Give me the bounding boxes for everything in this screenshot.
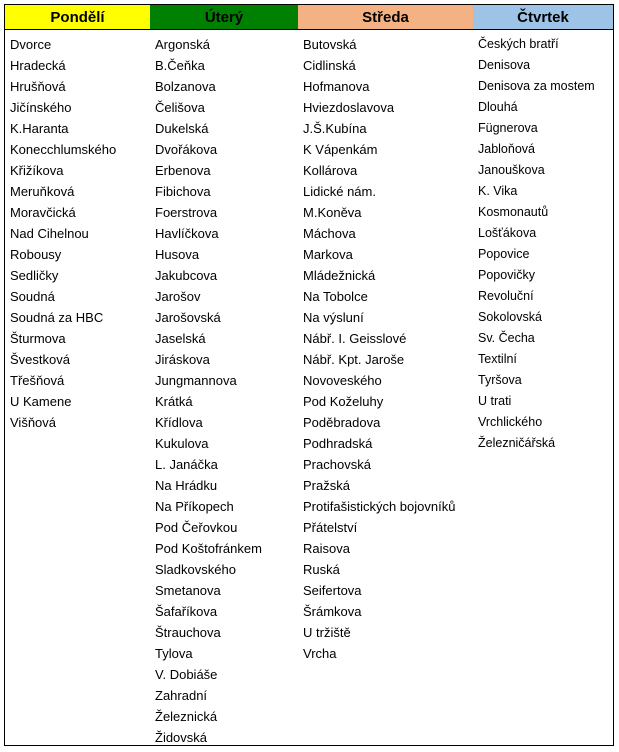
street-item: Lošťákova [478,226,537,240]
street-item: Foerstrova [155,205,218,220]
street-item: U Kamene [10,394,72,409]
street-item: Šturmova [10,331,66,346]
street-item: Mládežnická [303,268,376,283]
street-item: Na Příkopech [155,499,234,514]
street-item: Višňová [10,415,57,430]
street-item: Argonská [155,37,210,52]
street-item: Hrušňová [10,79,66,94]
street-item: Tylova [155,646,193,661]
street-item: Šrámkova [303,604,362,619]
street-item: Dlouhá [478,100,518,114]
street-item: Štrauchova [155,625,221,640]
street-item: Jičínského [10,100,72,115]
street-item: Křižíkova [10,163,64,178]
street-item: Havlíčkova [155,226,219,241]
street-item: Hviezdoslavova [303,100,395,115]
street-item: Jarošovská [155,310,221,325]
street-item: Popovice [478,247,530,261]
street-item: Českých bratří [478,37,559,51]
street-item: Revoluční [478,289,534,303]
street-item: Nad Cihelnou [10,226,89,241]
street-item: Železničářská [478,436,556,450]
street-item: Pod Koželuhy [303,394,384,409]
column-monday [5,30,150,748]
street-item: Jiráskova [155,352,210,367]
street-item: Protifašistických bojovníků [303,499,456,514]
street-item: U trati [478,394,512,408]
street-schedule-table [4,4,614,746]
street-item: Kosmonautů [478,205,549,219]
street-item: M.Koněva [303,205,362,220]
column-thursday [473,30,613,748]
street-item: Erbenova [155,163,211,178]
street-item: Seifertova [303,583,362,598]
street-item: Meruňková [10,184,75,199]
street-item: Kollárova [303,163,358,178]
street-item: Butovská [303,37,357,52]
street-item: Železnická [155,709,218,724]
street-item: Jungmannova [155,373,237,388]
street-item: Moravčická [10,205,76,220]
street-item: Na výsluní [303,310,364,325]
street-item: Přátelství [303,520,358,535]
street-item: Podhradská [303,436,373,451]
column-tuesday [150,30,298,748]
street-item: Jarošov [155,289,201,304]
street-item: Janouškova [478,163,545,177]
street-item: L. Janáčka [155,457,218,472]
street-item: Sedličky [10,268,59,283]
street-item: Denisova [478,58,531,72]
street-item: Třešňová [10,373,65,388]
street-item: Jabloňová [478,142,535,156]
street-item: Denisova za mostem [478,79,595,93]
street-item: Bolzanova [155,79,216,94]
header-tuesday: Úterý [150,5,298,29]
street-item: Markova [303,247,353,262]
street-item: Poděbradova [303,415,381,430]
street-item: Tyršova [478,373,522,387]
column-wednesday [298,30,473,748]
street-item: J.Š.Kubína [303,121,367,136]
street-item: K. Vika [478,184,518,198]
street-item: Krátká [155,394,193,409]
street-item: Soudná za HBC [10,310,104,325]
table-header [5,5,613,30]
street-item: Dvorce [10,37,52,52]
header-wednesday: Středa [298,5,473,29]
street-item: Pražská [303,478,350,493]
street-item: K.Haranta [10,121,69,136]
street-item: Na Hrádku [155,478,218,493]
street-item: Fügnerova [478,121,538,135]
street-item: K Vápenkám [303,142,378,157]
street-item: Smetanova [155,583,221,598]
street-item: Nábř. I. Geisslové [303,331,407,346]
street-item: Jakubcova [155,268,218,283]
header-thursday: Čtvrtek [473,5,613,29]
street-item: Jaselská [155,331,206,346]
street-item: Cidlinská [303,58,356,73]
street-item: Hofmanova [303,79,370,94]
street-item: Sladkovského [155,562,236,577]
street-item: V. Dobiáše [155,667,218,682]
street-item: Vrcha [303,646,337,661]
street-item: Ruská [303,562,340,577]
street-item: Prachovská [303,457,371,472]
street-item: Šafaříkova [155,604,218,619]
street-item: Textilní [478,352,517,366]
street-item: Dvořákova [155,142,218,157]
street-item: U tržiště [303,625,351,640]
street-item: Zahradní [155,688,208,703]
street-item: Fibichova [155,184,211,199]
street-item: Čelišova [155,100,205,115]
street-item: Husova [155,247,200,262]
street-item: Popovičky [478,268,535,282]
street-item: Lidické nám. [303,184,376,199]
street-item: Máchova [303,226,356,241]
street-item: Konecchlumského [10,142,117,157]
street-item: Kukulova [155,436,209,451]
street-item: Sokolovská [478,310,542,324]
street-item: B.Čeňka [155,58,205,73]
street-item: Hradecká [10,58,66,73]
street-item: Dukelská [155,121,209,136]
street-item: Židovská [155,730,208,745]
street-item: Pod Koštofránkem [155,541,262,556]
street-item: Křídlova [155,415,203,430]
street-item: Vrchlického [478,415,543,429]
street-item: Soudná [10,289,55,304]
street-item: Robousy [10,247,62,262]
street-item: Nábř. Kpt. Jaroše [303,352,405,367]
header-monday: Pondělí [5,5,150,29]
street-item: Sv. Čecha [478,331,535,345]
street-item: Na Tobolce [303,289,368,304]
street-item: Novoveského [303,373,382,388]
table-body [5,30,613,748]
street-item: Pod Čeřovkou [155,520,238,535]
street-item: Raisova [303,541,350,556]
street-item: Švestková [10,352,70,367]
